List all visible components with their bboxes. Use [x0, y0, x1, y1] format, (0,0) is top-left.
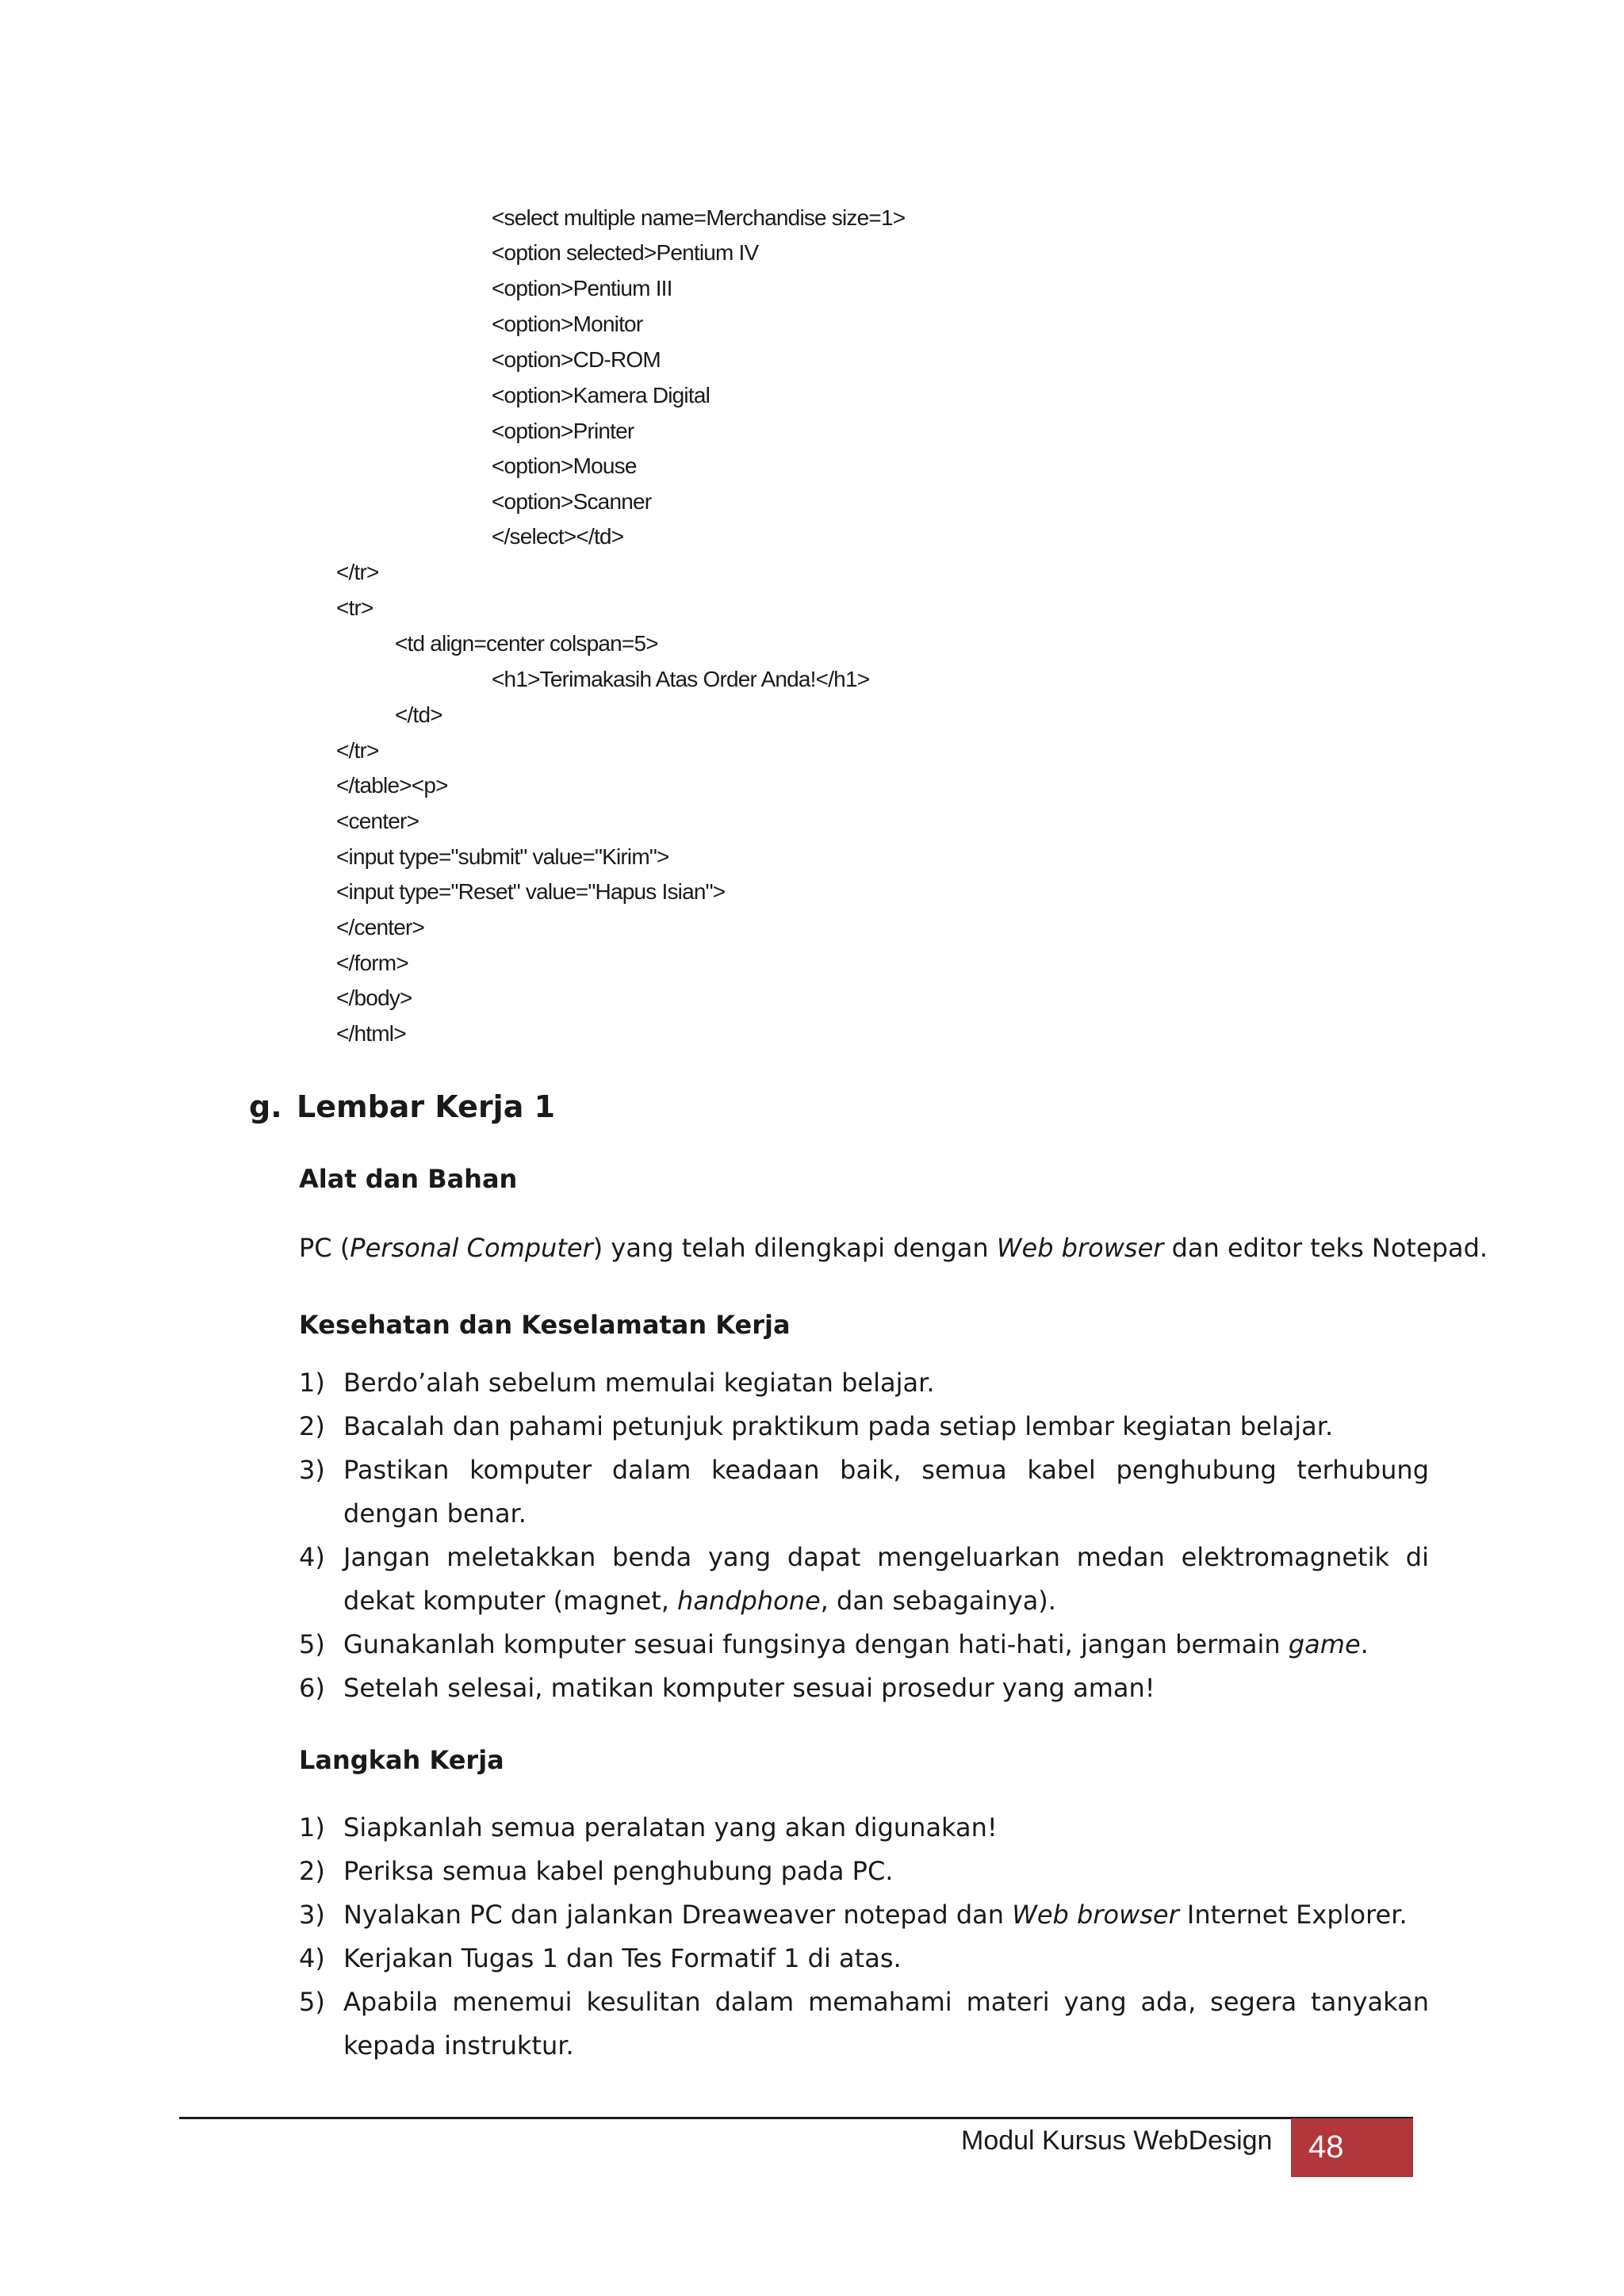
code-line: <h1>Terimakasih Atas Order Anda!</h1>: [492, 667, 870, 691]
code-line: <input type="submit" value="Kirim">: [336, 844, 669, 869]
code-line: <option>Monitor: [492, 312, 643, 336]
list-item: [299, 1980, 1429, 2068]
tools-text: dan editor teks Notepad.: [1163, 1233, 1488, 1263]
list-number: 6): [299, 1673, 325, 1703]
list-text: , dan sebagainya).: [820, 1586, 1056, 1616]
list-text-italic: Web browser: [1012, 1900, 1179, 1930]
code-line: <option>Printer: [492, 419, 634, 443]
code-line: </body>: [336, 985, 412, 1010]
list-text: Periksa semua kabel penghubung pada PC.: [343, 1856, 894, 1886]
code-line: </center>: [336, 915, 425, 939]
code-line: <option>Pentium III: [492, 276, 672, 300]
steps-list: [299, 1806, 1429, 2068]
footer-divider: [179, 2117, 1413, 2119]
code-line: </html>: [336, 1021, 406, 1046]
list-number: 4): [299, 1542, 325, 1572]
list-item: [299, 1536, 1429, 1623]
code-line: </tr>: [336, 738, 379, 763]
page-number: 48: [1308, 2130, 1344, 2164]
list-number: 4): [299, 1943, 325, 1973]
list-text: Kerjakan Tugas 1 dan Tes Formatif 1 di atas.: [343, 1943, 902, 1973]
code-line: <option>Mouse: [492, 453, 637, 478]
code-line: </form>: [336, 951, 408, 975]
code-line: <select multiple name=Merchandise size=1>: [492, 205, 906, 230]
footer-title: Modul Kursus WebDesign: [961, 2126, 1273, 2156]
steps-heading: Langkah Kerja: [299, 1745, 504, 1775]
section-heading: [249, 1089, 555, 1124]
list-text: Setelah selesai, matikan komputer sesuai prosedur yang aman!: [343, 1673, 1155, 1703]
list-item: [299, 1850, 1429, 1893]
code-line: </table><p>: [336, 773, 448, 798]
list-number: 2): [299, 1411, 325, 1441]
code-line: <input type="Reset" value="Hapus Isian">: [336, 879, 726, 904]
list-item: [299, 1893, 1429, 1937]
list-item: [299, 1937, 1429, 1980]
code-line: <tr>: [336, 595, 373, 620]
code-line: </select></td>: [492, 524, 624, 549]
safety-heading: Kesehatan dan Keselamatan Kerja: [299, 1310, 791, 1340]
list-number: 5): [299, 1987, 325, 2017]
list-text: Siapkanlah semua peralatan yang akan digunakan!: [343, 1812, 998, 1843]
tools-text: ) yang telah dilengkapi dengan: [592, 1233, 997, 1263]
code-line: <center>: [336, 809, 419, 833]
list-text: Bacalah dan pahami petunjuk praktikum pada setiap lembar kegiatan belajar.: [343, 1411, 1334, 1441]
list-item: [299, 1361, 1429, 1405]
code-line: <option selected>Pentium IV: [492, 240, 759, 265]
list-text: Internet Explorer.: [1178, 1900, 1408, 1930]
section-title: Lembar Kerja 1: [297, 1089, 556, 1124]
page-number-badge: [1291, 2118, 1413, 2177]
list-text: Berdo’alah sebelum memulai kegiatan belajar.: [343, 1368, 935, 1398]
section-marker: g.: [249, 1089, 282, 1124]
list-text: Pastikan komputer dalam keadaan baik, semua kabel penghubung terhubung dengan benar.: [343, 1455, 1429, 1529]
list-text: Apabila menemui kesulitan dalam memahami materi yang ada, segera tanyakan kepada instruktur.: [343, 1987, 1429, 2061]
list-item: [299, 1623, 1429, 1667]
code-line: </tr>: [336, 560, 379, 584]
list-number: 1): [299, 1368, 325, 1398]
list-text: Gunakanlah komputer sesuai fungsinya dengan hati-hati, jangan bermain: [343, 1629, 1289, 1659]
tools-paragraph: [299, 1226, 1488, 1270]
list-text-italic: handphone: [677, 1586, 821, 1616]
safety-list: [299, 1361, 1429, 1710]
list-item: [299, 1806, 1429, 1850]
tools-text-italic: Personal Computer: [350, 1233, 593, 1263]
code-line: <option>Scanner: [492, 489, 652, 514]
list-item: [299, 1667, 1429, 1710]
list-item: [299, 1448, 1429, 1536]
tools-heading: Alat dan Bahan: [299, 1164, 518, 1194]
list-number: 1): [299, 1812, 325, 1843]
list-number: 3): [299, 1455, 325, 1485]
tools-text: PC (: [299, 1233, 350, 1263]
list-item: [299, 1405, 1429, 1448]
list-text-italic: game: [1288, 1629, 1361, 1659]
list-number: 2): [299, 1856, 325, 1886]
list-text: Nyalakan PC dan jalankan Dreaweaver notepad dan: [343, 1900, 1013, 1930]
list-number: 3): [299, 1900, 325, 1930]
code-line: </td>: [395, 702, 442, 727]
code-line: <option>CD-ROM: [492, 347, 661, 372]
list-number: 5): [299, 1629, 325, 1659]
list-text: .: [1360, 1629, 1369, 1659]
tools-text-italic: Web browser: [996, 1233, 1164, 1263]
list-text: Jangan meletakkan benda yang dapat mengeluarkan medan elektromagnetik di dekat komputer (magnet,: [343, 1542, 1429, 1616]
code-line: <option>Kamera Digital: [492, 383, 710, 408]
code-line: <td align=center colspan=5>: [395, 631, 658, 656]
